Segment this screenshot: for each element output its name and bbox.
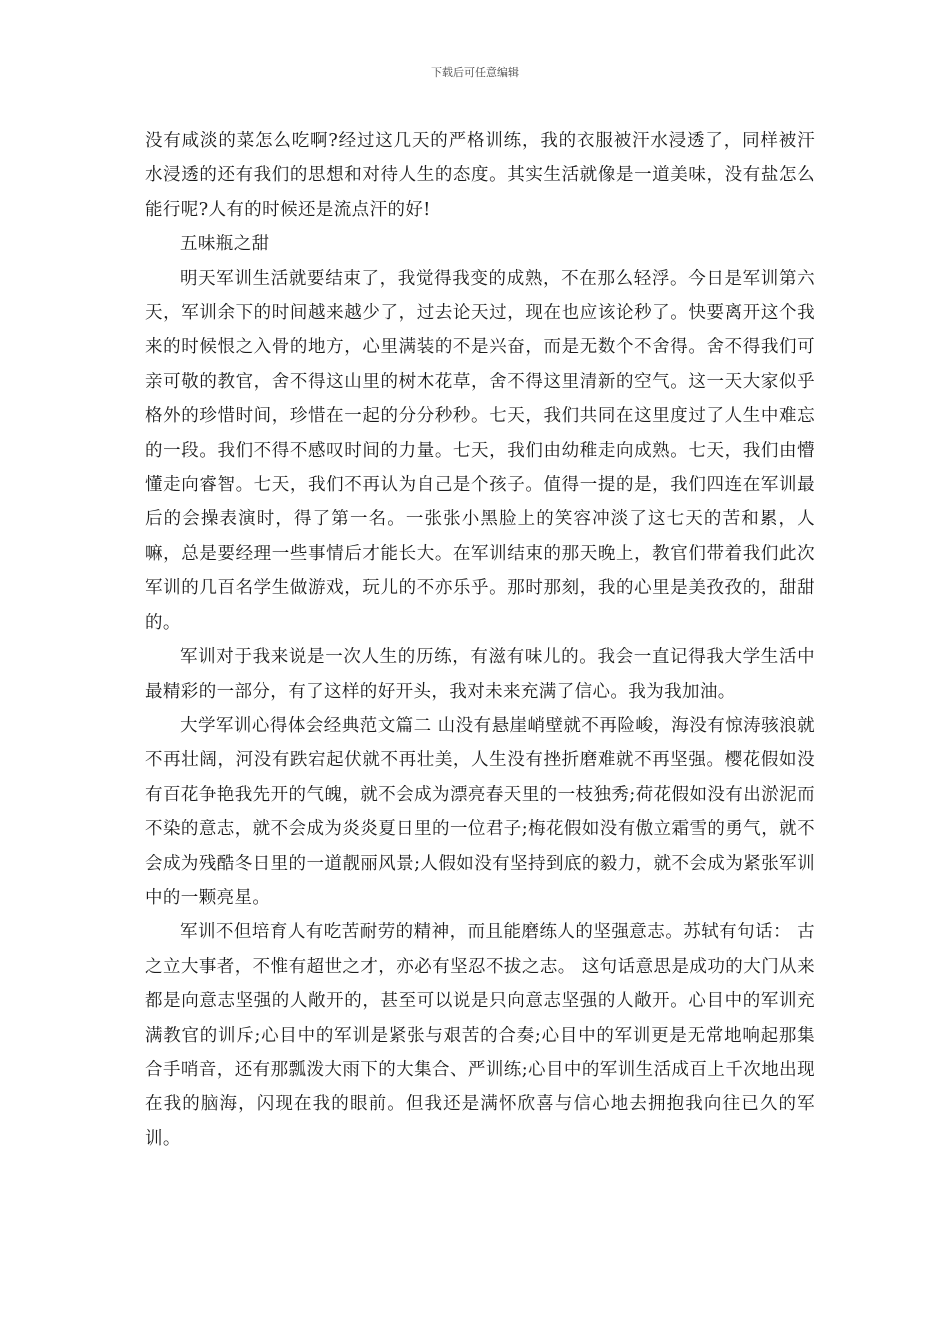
page-header-note: 下载后可任意编辑 bbox=[431, 66, 519, 79]
paragraph-essay-two-intro: 大学军训心得体会经典范文篇二 山没有悬崖峭壁就不再险峻，海没有惊涛骇浪就不再壮阔，河没有跌宕起伏就不再壮美，人生没有挫折磨难就不再坚强。樱花假如没有百花争艳我先开的气魄，就不会成为漂亮春天里的一枝独秀;荷花假如没有出淤泥而不染的意志，就不会成为炎炎夏日里的一位君子;梅花假如没有傲立霜雪的勇气，就不会成为残酷冬日里的一道靓丽风景;人假如没有坚持到底的毅力，就不会成为紧张军训中的一颗亮星。 bbox=[145, 715, 815, 908]
paragraph-continued: 没有咸淡的菜怎么吃啊?经过这几天的严格训练，我的衣服被汗水浸透了，同样被汗水浸透的还有我们的思想和对待人生的态度。其实生活就像是一道美味，没有盐怎么能行呢?人有的时候还是流点汗的好! bbox=[145, 131, 815, 220]
section-heading-sweet: 五味瓶之甜 bbox=[180, 234, 270, 255]
paragraph-willpower: 军训不但培育人有吃苦耐劳的精神，而且能磨练人的坚强意志。苏轼有句话： 古之立大事者，不惟有超世之才，亦必有坚忍不拔之志。 这句话意思是成功的大门从来都是向意志坚强的人敞开的，甚至可以说是只向意志坚强的人敞开。心目中的军训充满教官的训斥;心目中的军训是紧张与艰苦的合奏;心目中的军训更是无常地响起那集合手哨音，还有那瓢泼大雨下的大集合、严训练;心目中的军训生活成百上千次地出现在我的脑海，闪现在我的眼前。但我还是满怀欣喜与信心地去拥抱我向往已久的军训。 bbox=[145, 922, 815, 1149]
paragraph-sweet: 明天军训生活就要结束了，我觉得我变的成熟，不在那么轻浮。今日是军训第六天，军训余下的时间越来越少了，过去论天过，现在也应该论秒了。快要离开这个我来的时候恨之入骨的地方，心里满装的不是兴奋，而是无数个不舍得。舍不得我们可亲可敬的教官，舍不得这山里的树木花草，舍不得这里清新的空气。这一天大家似乎格外的珍惜时间，珍惜在一起的分分秒秒。七天，我们共同在这里度过了人生中难忘的一段。我们不得不感叹时间的力量。七天，我们由幼稚走向成熟。七天，我们由懵懂走向睿智。七天，我们不再认为自己是个孩子。值得一提的是，我们四连在军训最后的会操表演时，得了第一名。一张张小黑脸上的笑容冲淡了这七天的苦和累，人嘛，总是要经理一些事情后才能长大。在军训结束的那天晚上，教官们带着我们此次军训的几百名学生做游戏，玩儿的不亦乐乎。那时那刻，我的心里是美孜孜的，甜甜的。 bbox=[145, 268, 815, 633]
paragraph-conclusion: 军训对于我来说是一次人生的历练，有滋有味儿的。我会一直记得我大学生活中最精彩的一部分，有了这样的好开头，我对未来充满了信心。我为我加油。 bbox=[145, 647, 815, 702]
document-body bbox=[145, 124, 815, 1156]
